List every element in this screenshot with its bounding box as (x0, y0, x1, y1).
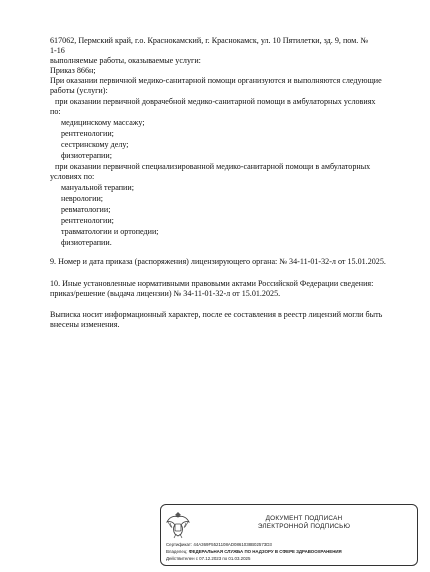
services-heading: выполняемые работы, оказываемые услуги: (50, 56, 201, 65)
service-item: мануальной терапии; (61, 183, 134, 192)
primary-care-intro-continued: работы (услуги): (50, 86, 108, 95)
order-reference: Приказ 866н; (50, 66, 96, 75)
owner-line (166, 549, 342, 555)
stamp-title: ДОКУМЕНТ ПОДПИСАН (265, 515, 343, 522)
address-line-continued: 1-16 (50, 46, 65, 55)
service-item: ревматологии; (61, 205, 111, 214)
disclaimer-continued: внесены изменения. (50, 320, 120, 329)
electronic-signature-stamp (160, 504, 418, 566)
certificate-line (166, 542, 272, 548)
service-item: травматологии и ортопедии; (61, 227, 159, 236)
validity-line: Действителен с 07.12.2023 по 01.03.2025 (166, 556, 251, 561)
service-item: сестринскому делу; (61, 140, 129, 149)
service-item: физиотерапии. (61, 238, 112, 247)
certificate-label: Сертификат: (166, 542, 193, 547)
owner-value: ФЕДЕРАЛЬНАЯ СЛУЖБА ПО НАДЗОРУ В СФЕРЕ ЗДРАВООХРАНЕНИЯ (188, 549, 342, 554)
prehospital-care-heading: при оказании первичной доврачебной медико-санитарной помощи в амбулаторных условиях (55, 97, 376, 106)
owner-label: Владелец: (166, 549, 188, 554)
other-info-detail: приказ/решение (выдача лицензии) № 34-11-01-32-л от 15.01.2025. (50, 289, 281, 298)
prehospital-care-heading-continued: по: (50, 107, 61, 116)
address-line: 617062, Пермский край, г.о. Краснокамский, г. Краснокамск, ул. 10 Пятилетки, зд. 9, пом. № (50, 36, 369, 45)
service-item: медицинскому массажу; (61, 118, 145, 127)
service-item: физиотерапии; (61, 151, 112, 160)
disclaimer: Выписка носит информационный характер, после ее составления в реестр лицензий могли быть (50, 310, 383, 319)
certificate-value: 44A369F5521108AD0861038B02573D3 (193, 542, 272, 547)
coat-of-arms-icon (165, 509, 191, 539)
service-item: рентгенологии; (61, 129, 114, 138)
specialized-care-heading: при оказании первичной специализированной медико-санитарной помощи в амбулаторных (55, 162, 371, 171)
primary-care-intro: При оказании первичной медико-санитарной помощи организуются и выполняются следующие (50, 76, 382, 85)
specialized-care-heading-continued: условиях по: (50, 172, 95, 181)
order-number-date: 9. Номер и дата приказа (распоряжения) лицензирующего органа: № 34-11-01-32-л от 15.01.2025. (50, 257, 386, 266)
service-item: неврологии; (61, 194, 104, 203)
service-item: рентгенологии; (61, 216, 114, 225)
other-info-heading: 10. Иные установленные нормативными правовыми актами Российской Федерации сведения: (50, 279, 374, 288)
stamp-subtitle: ЭЛЕКТРОННОЙ ПОДПИСЬЮ (257, 523, 351, 530)
